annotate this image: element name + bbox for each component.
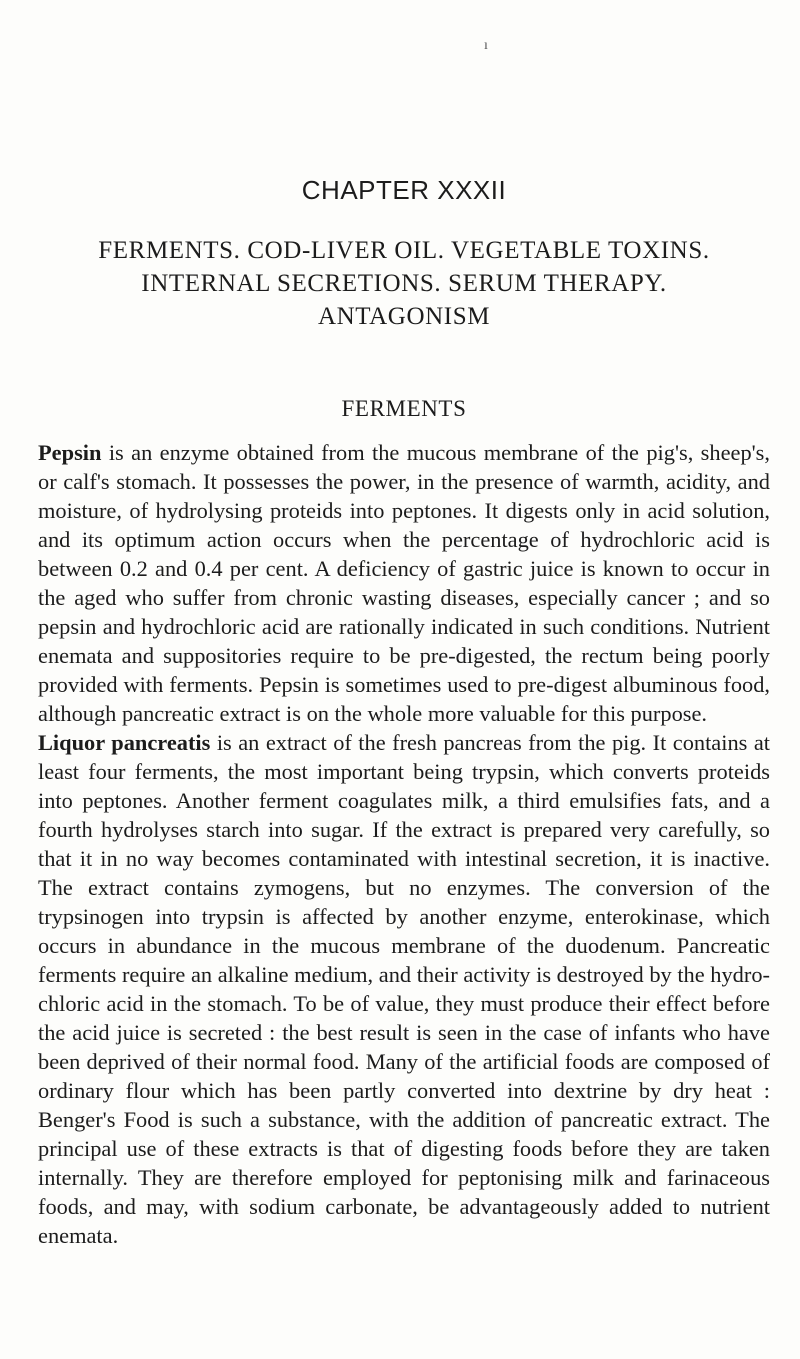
paragraph-liquor-pancreatis-text: is an extract of the fresh pancreas from the pig. It contains at least four ferments, the most important being trypsin, which converts proteids into peptones. Another ferment coagulates milk, a third emulsifies fats, and a fourth hydrolyses starch into sugar. If the extract is prepared very carefully, so that it in no way becomes contaminated with intestinal secretion, it is inactive. The extract contains zymogens, but no enzymes. The conversion of the trypsinogen into trypsin is affected by another enzyme, enterokinase, which occurs in abundance in the mucous membrane of the duodenum. Pancreatic ferments require an alkaline medium, and their activity is destroyed by the hydrochloric acid in the stomach. To be of value, they must produce their effect before the acid juice is secreted : the best result is seen in the case of infants who have been deprived of their normal food. Many of the artificial foods are composed of ordinary flour which has been partly converted into dextrine by dry heat : Benger's Food is such a substance, with the addition of pancreatic extract. The principal use of these extracts is that of digesting foods before they are taken internally. They are therefore employed for peptonising milk and farinaceous foods, and may, with sodium carbonate, be advantageously added to nutrient enemata.	[38, 730, 770, 1248]
chapter-title-line-3: ANTAGONISM	[317, 303, 491, 330]
chapter-title	[38, 234, 770, 333]
term-pepsin: Pepsin	[38, 440, 102, 465]
chapter-heading: CHAPTER XXXII	[301, 175, 507, 205]
stray-mark: ı	[484, 38, 488, 53]
paragraph-liquor-pancreatis	[38, 728, 770, 1250]
term-liquor-pancreatis: Liquor pancreatis	[38, 730, 211, 755]
chapter-title-line-2: INTERNAL SECRETIONS. SERUM THERAPY.	[141, 270, 667, 297]
body-text	[38, 438, 770, 1250]
chapter-title-line-1: FERMENTS. COD-LIVER OIL. VEGETABLE TOXINS.	[98, 237, 710, 264]
section-heading: FERMENTS	[341, 396, 467, 421]
paragraph-pepsin-text: is an enzyme obtained from the mucous membrane of the pig's, sheep's, or calf's stomach. It possesses the power, in the presence of warmth, acidity, and moisture, of hydrolysing proteids into peptones. It digests only in acid solution, and its optimum action occurs when the percentage of hydrochloric acid is between 0.2 and 0.4 per cent. A deficiency of gastric juice is known to occur in the aged who suffer from chronic wasting diseases, especially cancer ; and so pepsin and hydrochloric acid are rationally indicated in such conditions. Nutrient enemata and suppositories require to be pre-digested, the rectum being poorly provided with ferments. Pepsin is sometimes used to pre-digest albuminous food, although pancreatic extract is on the whole more valuable for this purpose.	[38, 440, 770, 726]
book-page	[38, 0, 770, 1359]
paragraph-pepsin	[38, 438, 770, 728]
